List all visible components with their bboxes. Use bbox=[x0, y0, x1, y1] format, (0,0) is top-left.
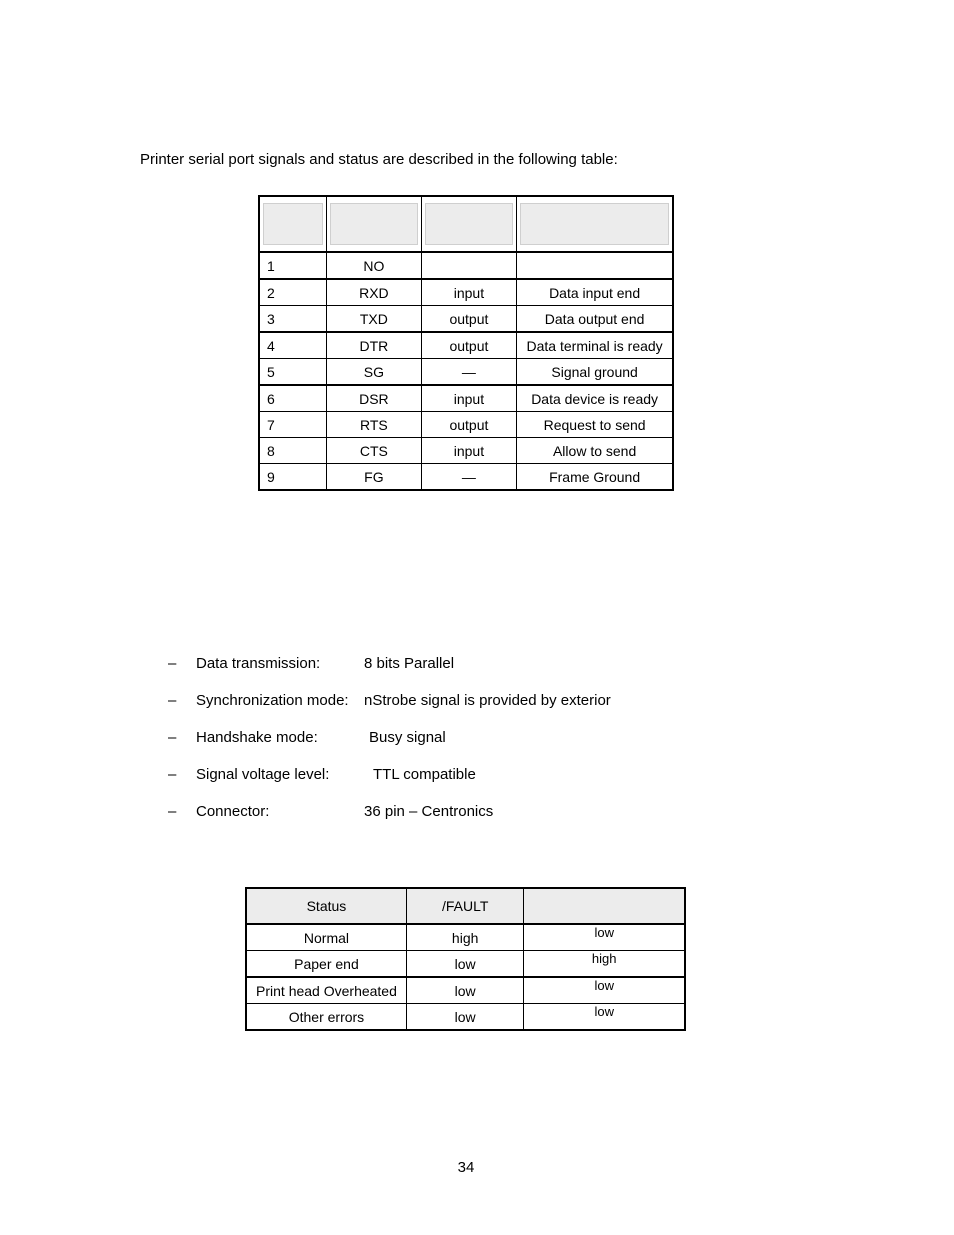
pin-cell: 1 bbox=[259, 252, 327, 279]
table-row bbox=[259, 306, 673, 333]
signal-cell: CTS bbox=[327, 438, 422, 464]
direction-cell: input bbox=[421, 279, 517, 306]
signal-cell: FG bbox=[327, 464, 422, 491]
pin-cell: 2 bbox=[259, 279, 327, 306]
description-cell: Data terminal is ready bbox=[517, 332, 673, 359]
serial-header-cell bbox=[517, 196, 673, 252]
table-row bbox=[246, 977, 685, 1004]
fault-cell: low bbox=[406, 951, 524, 978]
direction-cell: input bbox=[421, 385, 517, 412]
signal-cell: DTR bbox=[327, 332, 422, 359]
description-cell bbox=[517, 252, 673, 279]
status-header-fault: /FAULT bbox=[406, 888, 524, 924]
spec-value: TTL compatible bbox=[373, 766, 476, 783]
status-cell: Paper end bbox=[246, 951, 406, 978]
direction-cell bbox=[421, 252, 517, 279]
dash-bullet-icon: – bbox=[168, 766, 177, 783]
table-row bbox=[259, 279, 673, 306]
pin-cell: 5 bbox=[259, 359, 327, 386]
table-row bbox=[259, 252, 673, 279]
serial-header-cell bbox=[421, 196, 517, 252]
description-cell: Allow to send bbox=[517, 438, 673, 464]
spec-value: Busy signal bbox=[369, 729, 446, 746]
serial-header-cell bbox=[327, 196, 422, 252]
table-row bbox=[259, 332, 673, 359]
page-number: 34 bbox=[457, 1159, 475, 1176]
spec-label: Data transmission: bbox=[196, 655, 321, 672]
pin-cell: 8 bbox=[259, 438, 327, 464]
table-row bbox=[259, 438, 673, 464]
pin-cell: 6 bbox=[259, 385, 327, 412]
direction-cell: — bbox=[421, 359, 517, 386]
table-row bbox=[259, 359, 673, 386]
third-cell: low bbox=[524, 1004, 685, 1031]
signal-cell: RXD bbox=[327, 279, 422, 306]
signal-cell: RTS bbox=[327, 412, 422, 438]
fault-cell: low bbox=[406, 1004, 524, 1031]
spec-label: Connector: bbox=[196, 803, 270, 820]
third-cell: high bbox=[524, 951, 685, 978]
spec-label: Signal voltage level: bbox=[196, 766, 330, 783]
pin-cell: 7 bbox=[259, 412, 327, 438]
status-table bbox=[245, 887, 686, 1031]
status-cell: Normal bbox=[246, 924, 406, 951]
dash-bullet-icon: – bbox=[168, 803, 177, 820]
direction-cell: output bbox=[421, 412, 517, 438]
dash-bullet-icon: – bbox=[168, 655, 177, 672]
dash-bullet-icon: – bbox=[168, 729, 177, 746]
signal-cell: SG bbox=[327, 359, 422, 386]
pin-cell: 9 bbox=[259, 464, 327, 491]
third-cell: low bbox=[524, 924, 685, 951]
dash-bullet-icon: – bbox=[168, 692, 177, 709]
spec-value: 8 bits Parallel bbox=[364, 655, 455, 672]
serial-port-table bbox=[258, 195, 674, 491]
fault-cell: high bbox=[406, 924, 524, 951]
serial-table-header bbox=[259, 196, 673, 252]
signal-cell: DSR bbox=[327, 385, 422, 412]
table-row bbox=[259, 464, 673, 491]
description-cell: Data device is ready bbox=[517, 385, 673, 412]
status-cell: Other errors bbox=[246, 1004, 406, 1031]
description-cell: Data input end bbox=[517, 279, 673, 306]
spec-value: 36 pin – Centronics bbox=[364, 803, 494, 820]
description-cell: Frame Ground bbox=[517, 464, 673, 491]
table-row bbox=[259, 412, 673, 438]
spec-label: Synchronization mode: bbox=[196, 692, 349, 709]
pin-cell: 4 bbox=[259, 332, 327, 359]
serial-header-cell bbox=[259, 196, 327, 252]
table-row bbox=[246, 924, 685, 951]
direction-cell: output bbox=[421, 332, 517, 359]
signal-cell: NO bbox=[327, 252, 422, 279]
status-cell: Print head Overheated bbox=[246, 977, 406, 1004]
third-cell: low bbox=[524, 977, 685, 1004]
spec-label: Handshake mode: bbox=[196, 729, 318, 746]
table-row bbox=[246, 1004, 685, 1031]
description-cell: Data output end bbox=[517, 306, 673, 333]
status-header-status: Status bbox=[246, 888, 406, 924]
direction-cell: — bbox=[421, 464, 517, 491]
list-item bbox=[168, 692, 768, 729]
status-header-third bbox=[524, 888, 685, 924]
parallel-spec-list bbox=[168, 655, 768, 840]
status-table-header bbox=[246, 888, 685, 924]
list-item bbox=[168, 655, 768, 692]
spec-value: nStrobe signal is provided by exterior bbox=[364, 692, 611, 709]
list-item bbox=[168, 803, 768, 840]
list-item bbox=[168, 729, 768, 766]
intro-text: Printer serial port signals and status are described in the following table: bbox=[140, 151, 618, 168]
description-cell: Signal ground bbox=[517, 359, 673, 386]
pin-cell: 3 bbox=[259, 306, 327, 333]
list-item bbox=[168, 766, 768, 803]
signal-cell: TXD bbox=[327, 306, 422, 333]
table-row bbox=[246, 951, 685, 978]
direction-cell: output bbox=[421, 306, 517, 333]
description-cell: Request to send bbox=[517, 412, 673, 438]
table-row bbox=[259, 385, 673, 412]
direction-cell: input bbox=[421, 438, 517, 464]
fault-cell: low bbox=[406, 977, 524, 1004]
